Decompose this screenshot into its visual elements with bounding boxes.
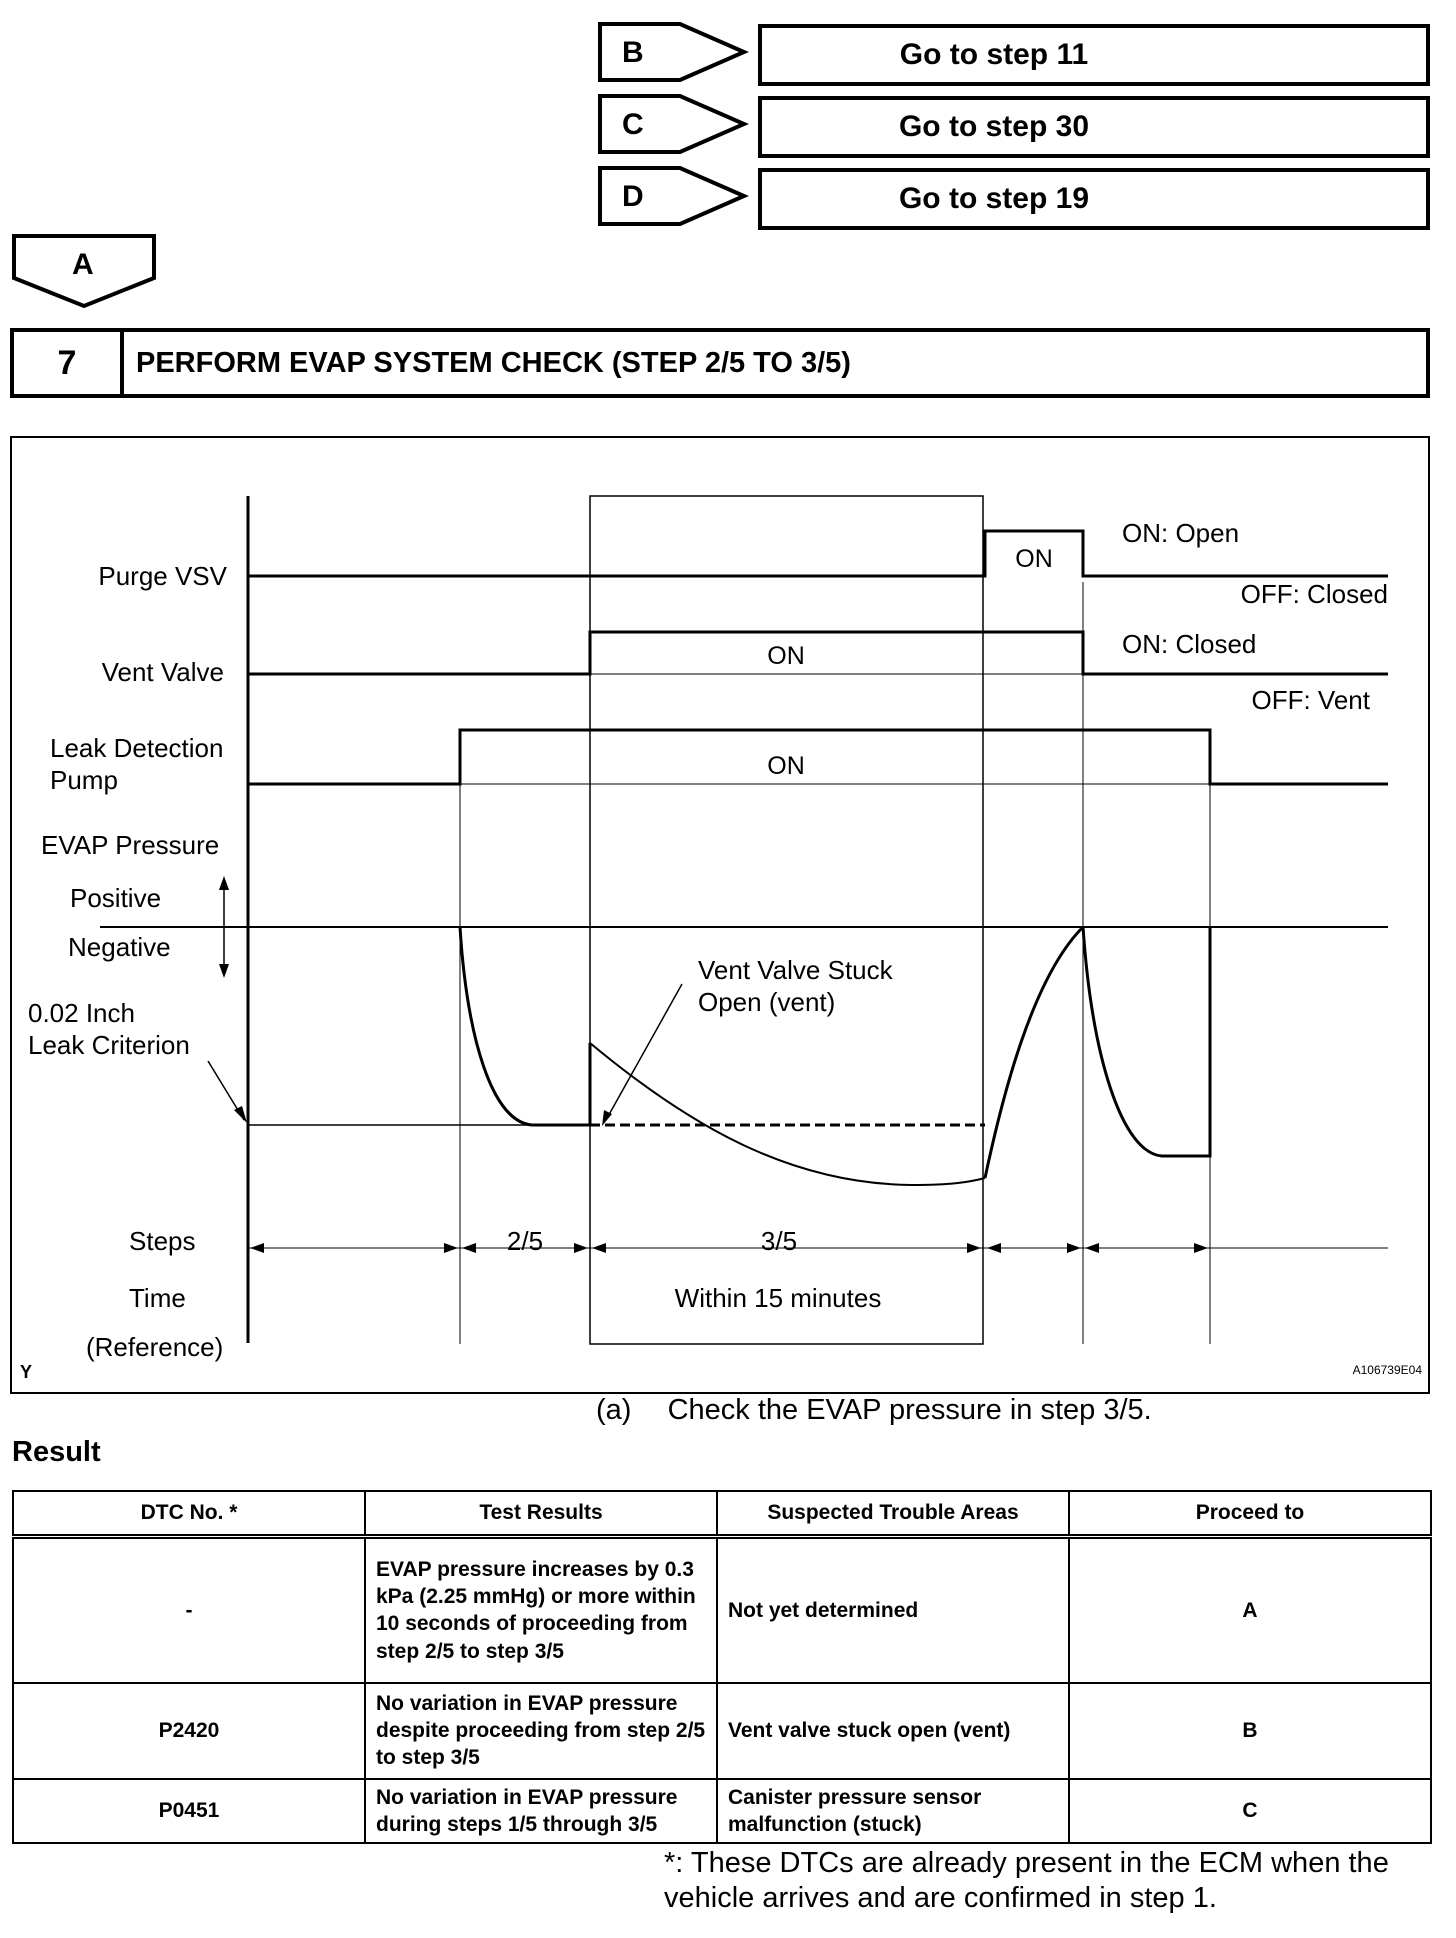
anno-stuck-1: Vent Valve Stuck — [698, 955, 893, 985]
goto-step-30-box[interactable] — [758, 96, 1430, 158]
label-leak-pump-1: Leak Detection — [50, 733, 224, 763]
label-positive: Positive — [70, 883, 162, 913]
timing-diagram-svg — [12, 438, 1428, 1392]
pressure-trace-25 — [460, 927, 590, 1125]
label-time: Time — [129, 1283, 186, 1313]
step-header — [10, 328, 1430, 398]
row-dtc: P0451 — [13, 1779, 365, 1844]
anno-on-open: ON: Open — [1122, 518, 1240, 548]
label-leak-pump-2: Pump — [50, 765, 118, 795]
row-test: No variation in EVAP pressure during steps 1/5 through 3/5 — [365, 1779, 717, 1844]
row-proceed: B — [1069, 1683, 1431, 1779]
goto-step-30-label: Go to step 30 — [898, 110, 1090, 143]
result-table-header — [13, 1491, 1431, 1537]
anno-pump-on: ON — [767, 752, 805, 780]
row-test: EVAP pressure increases by 0.3 kPa (2.25 mmHg) or more within 10 seconds of proceeding from step 2/5 to step 3/5 — [365, 1537, 717, 1683]
row-dtc: - — [13, 1537, 365, 1683]
goto-step-19-label: Go to step 19 — [898, 182, 1090, 215]
anno-step-35: 3/5 — [760, 1226, 798, 1256]
arrowheads — [219, 876, 1208, 1253]
row-area: Not yet determined — [717, 1537, 1069, 1683]
step-35-window — [590, 496, 983, 1344]
result-table — [12, 1490, 1432, 1844]
label-leak-crit-1: 0.02 Inch — [28, 998, 135, 1028]
goto-step-19-box[interactable] — [758, 168, 1430, 230]
row-proceed: C — [1069, 1779, 1431, 1844]
header-proceed: Proceed to — [1069, 1491, 1431, 1537]
label-leak-crit-2: Leak Criterion — [28, 1030, 190, 1060]
row-proceed: A — [1069, 1537, 1431, 1683]
figure-id: A106739E04 — [1352, 1363, 1422, 1377]
check-note — [596, 1394, 1152, 1427]
anno-purge-on: ON — [1015, 545, 1053, 573]
header-test: Test Results — [365, 1491, 717, 1537]
stuck-leader — [606, 984, 682, 1120]
result-label: Result — [12, 1436, 101, 1468]
step-title: PERFORM EVAP SYSTEM CHECK (STEP 2/5 TO 3/5) — [136, 346, 851, 379]
step-number: 7 — [14, 332, 124, 394]
row-test: No variation in EVAP pressure despite proceeding from step 2/5 to step 3/5 — [365, 1683, 717, 1779]
table-row — [13, 1779, 1431, 1844]
goto-step-11-label: Go to step 11 — [899, 38, 1089, 71]
anno-within: Within 15 minutes — [674, 1283, 882, 1313]
check-note-prefix: (a) — [596, 1394, 632, 1426]
table-row — [13, 1683, 1431, 1779]
anno-on-closed: ON: Closed — [1122, 629, 1257, 659]
label-evap-pressure: EVAP Pressure — [41, 830, 220, 860]
label-reference: (Reference) — [86, 1332, 224, 1362]
label-negative: Negative — [68, 932, 171, 962]
timing-diagram — [10, 436, 1430, 1394]
leak-pump-line — [248, 730, 1388, 784]
goto-step-11-box[interactable] — [758, 24, 1430, 86]
label-steps: Steps — [129, 1226, 196, 1256]
anno-step-25: 2/5 — [506, 1226, 544, 1256]
row-area: Vent valve stuck open (vent) — [717, 1683, 1069, 1779]
label-corner: Y — [20, 1362, 33, 1382]
branch-letter-a: A — [72, 248, 94, 281]
footnote: *: These DTCs are already present in the ECM when the vehicle arrives and are confirmed in step 1. — [664, 1847, 1389, 1915]
branch-arrows — [596, 20, 756, 230]
check-note-text: Check the EVAP pressure in step 3/5. — [667, 1394, 1152, 1426]
header-dtc: DTC No. * — [13, 1491, 365, 1537]
anno-off-vent: OFF: Vent — [1251, 685, 1370, 715]
pressure-trace-35 — [590, 1043, 985, 1185]
anno-off-closed: OFF: Closed — [1240, 579, 1388, 609]
table-row — [13, 1537, 1431, 1683]
pressure-trace-after — [1083, 927, 1210, 1156]
branch-letter-b: B — [622, 36, 644, 69]
anno-stuck-2: Open (vent) — [698, 987, 836, 1017]
header-area: Suspected Trouble Areas — [717, 1491, 1069, 1537]
branch-letter-d: D — [622, 180, 644, 213]
anno-vent-on: ON — [767, 642, 805, 670]
row-area: Canister pressure sensor malfunction (stuck) — [717, 1779, 1069, 1844]
row-dtc: P2420 — [13, 1683, 365, 1779]
branch-letter-c: C — [622, 108, 644, 141]
pressure-rise — [985, 927, 1083, 1178]
label-vent-valve: Vent Valve — [101, 657, 224, 687]
label-purge-vsv: Purge VSV — [98, 561, 227, 591]
